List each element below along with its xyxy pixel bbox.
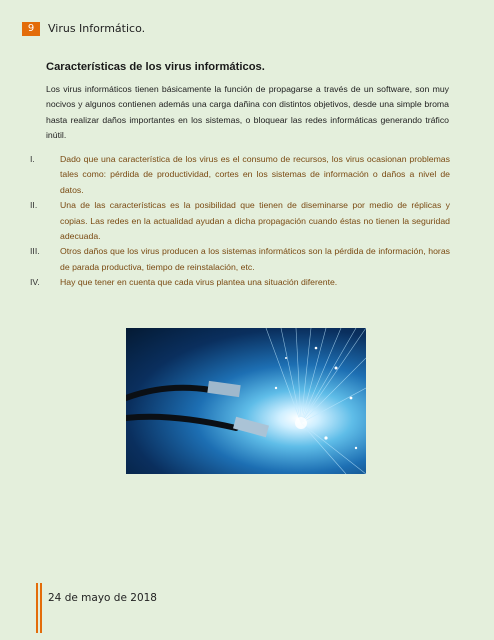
characteristics-list — [30, 152, 450, 291]
list-numeral: IV. — [30, 277, 40, 288]
list-item-text: Una de las características es la posibilidad que tienen de diseminarse por medio de réplicas y copias. Las redes en la actualidad ayudan a dicha propagación cuando éstas no tienen la seguridad adecuada. — [60, 200, 450, 242]
list-numeral: II. — [30, 200, 38, 211]
footer-accent-bar — [36, 583, 38, 633]
intro-paragraph: Los virus informáticos tienen básicamente la función de propagarse a través de un software, son muy nocivos y algunos contienen además una carga dañina con distintos objetivos, desde una simple broma hasta realizar daños importantes en los sistemas, o bloquear las redes informáticas generando tráfico inútil. — [46, 84, 449, 141]
list-item-text: Dado que una característica de los virus es el consumo de recursos, los virus ocasionan problemas tales como: pérdida de productividad, cortes en los sistemas de información o daños a nivel de datos. — [60, 154, 450, 195]
list-item — [30, 198, 450, 244]
list-numeral: III. — [30, 246, 40, 257]
list-numeral: I. — [30, 154, 35, 164]
list-item-text: Otros daños que los virus producen a los sistemas informáticos son la pérdida de información, horas de parada productiva, tiempo de reinstalación, etc. — [60, 246, 450, 272]
fiber-optic-network-image — [126, 328, 366, 474]
footer-accent-bar — [40, 583, 42, 633]
footer-date: 24 de mayo de 2018 — [48, 592, 157, 604]
fiber-optic-illustration — [126, 328, 366, 474]
section-title: Características de los virus informáticos. — [46, 61, 265, 73]
list-item — [30, 152, 450, 198]
page-number-badge: 9 — [22, 22, 40, 36]
header-title: Virus Informático. — [48, 22, 146, 35]
list-item — [30, 244, 450, 275]
list-item — [30, 275, 450, 290]
list-item-text: Hay que tener en cuenta que cada virus plantea una situación diferente. — [60, 277, 338, 288]
